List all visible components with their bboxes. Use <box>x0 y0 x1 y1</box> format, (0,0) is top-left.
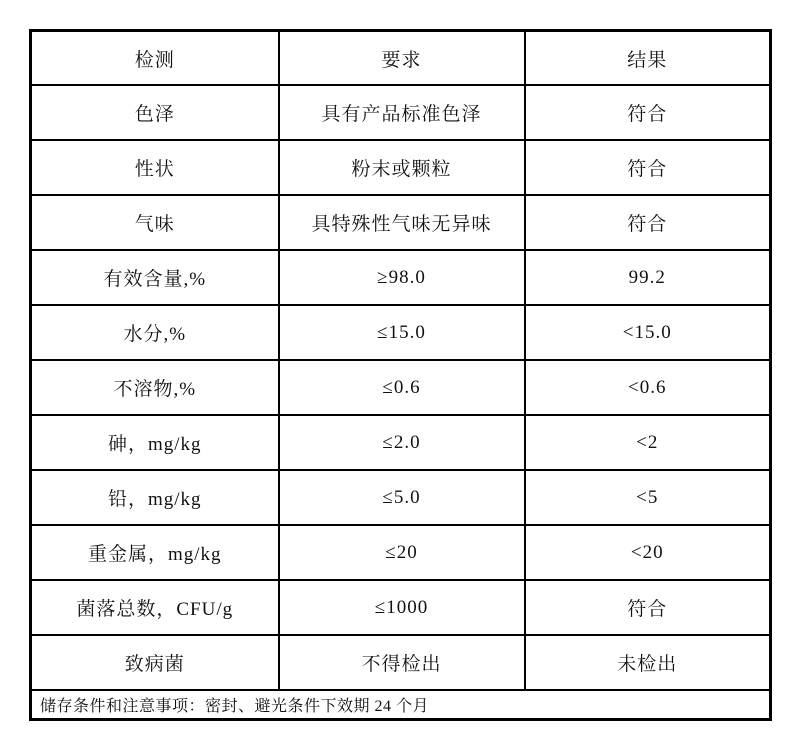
test-item-cell: 水分,% <box>31 305 279 360</box>
requirement-cell: ≤5.0 <box>279 470 525 525</box>
test-item-cell: 菌落总数，CFU/g <box>31 580 279 635</box>
requirement-cell: ≤20 <box>279 525 525 580</box>
requirement-cell: ≤1000 <box>279 580 525 635</box>
result-cell: <20 <box>525 525 771 580</box>
table-row <box>31 635 771 690</box>
table-row <box>31 360 771 415</box>
result-cell: 99.2 <box>525 250 771 305</box>
result-cell: <2 <box>525 415 771 470</box>
test-item-cell: 重金属，mg/kg <box>31 525 279 580</box>
test-item-cell: 有效含量,% <box>31 250 279 305</box>
test-item-cell: 砷，mg/kg <box>31 415 279 470</box>
table-row <box>31 470 771 525</box>
requirement-cell: 粉末或颗粒 <box>279 140 525 195</box>
column-header-test: 检测 <box>31 31 279 86</box>
result-cell: 符合 <box>525 195 771 250</box>
inspection-table <box>29 29 772 721</box>
test-item-cell: 性状 <box>31 140 279 195</box>
footer-row <box>31 690 771 720</box>
result-cell: 符合 <box>525 580 771 635</box>
test-item-cell: 不溶物,% <box>31 360 279 415</box>
table-row <box>31 580 771 635</box>
result-cell: 未检出 <box>525 635 771 690</box>
result-cell: 符合 <box>525 140 771 195</box>
requirement-cell: ≤0.6 <box>279 360 525 415</box>
column-header-result: 结果 <box>525 31 771 86</box>
table-row <box>31 305 771 360</box>
table-row <box>31 250 771 305</box>
requirement-cell: 具特殊性气味无异味 <box>279 195 525 250</box>
result-cell: <15.0 <box>525 305 771 360</box>
requirement-cell: ≥98.0 <box>279 250 525 305</box>
table-row <box>31 85 771 140</box>
requirement-cell: ≤15.0 <box>279 305 525 360</box>
table-row <box>31 140 771 195</box>
result-cell: 符合 <box>525 85 771 140</box>
header-row <box>31 31 771 86</box>
test-item-cell: 致病菌 <box>31 635 279 690</box>
column-header-requirement: 要求 <box>279 31 525 86</box>
test-item-cell: 色泽 <box>31 85 279 140</box>
table-row <box>31 525 771 580</box>
table-row <box>31 195 771 250</box>
result-cell: <0.6 <box>525 360 771 415</box>
test-item-cell: 气味 <box>31 195 279 250</box>
result-cell: <5 <box>525 470 771 525</box>
requirement-cell: 不得检出 <box>279 635 525 690</box>
table-row <box>31 415 771 470</box>
test-item-cell: 铅，mg/kg <box>31 470 279 525</box>
storage-note: 储存条件和注意事项：密封、避光条件下效期 24 个月 <box>31 690 771 720</box>
requirement-cell: ≤2.0 <box>279 415 525 470</box>
requirement-cell: 具有产品标准色泽 <box>279 85 525 140</box>
